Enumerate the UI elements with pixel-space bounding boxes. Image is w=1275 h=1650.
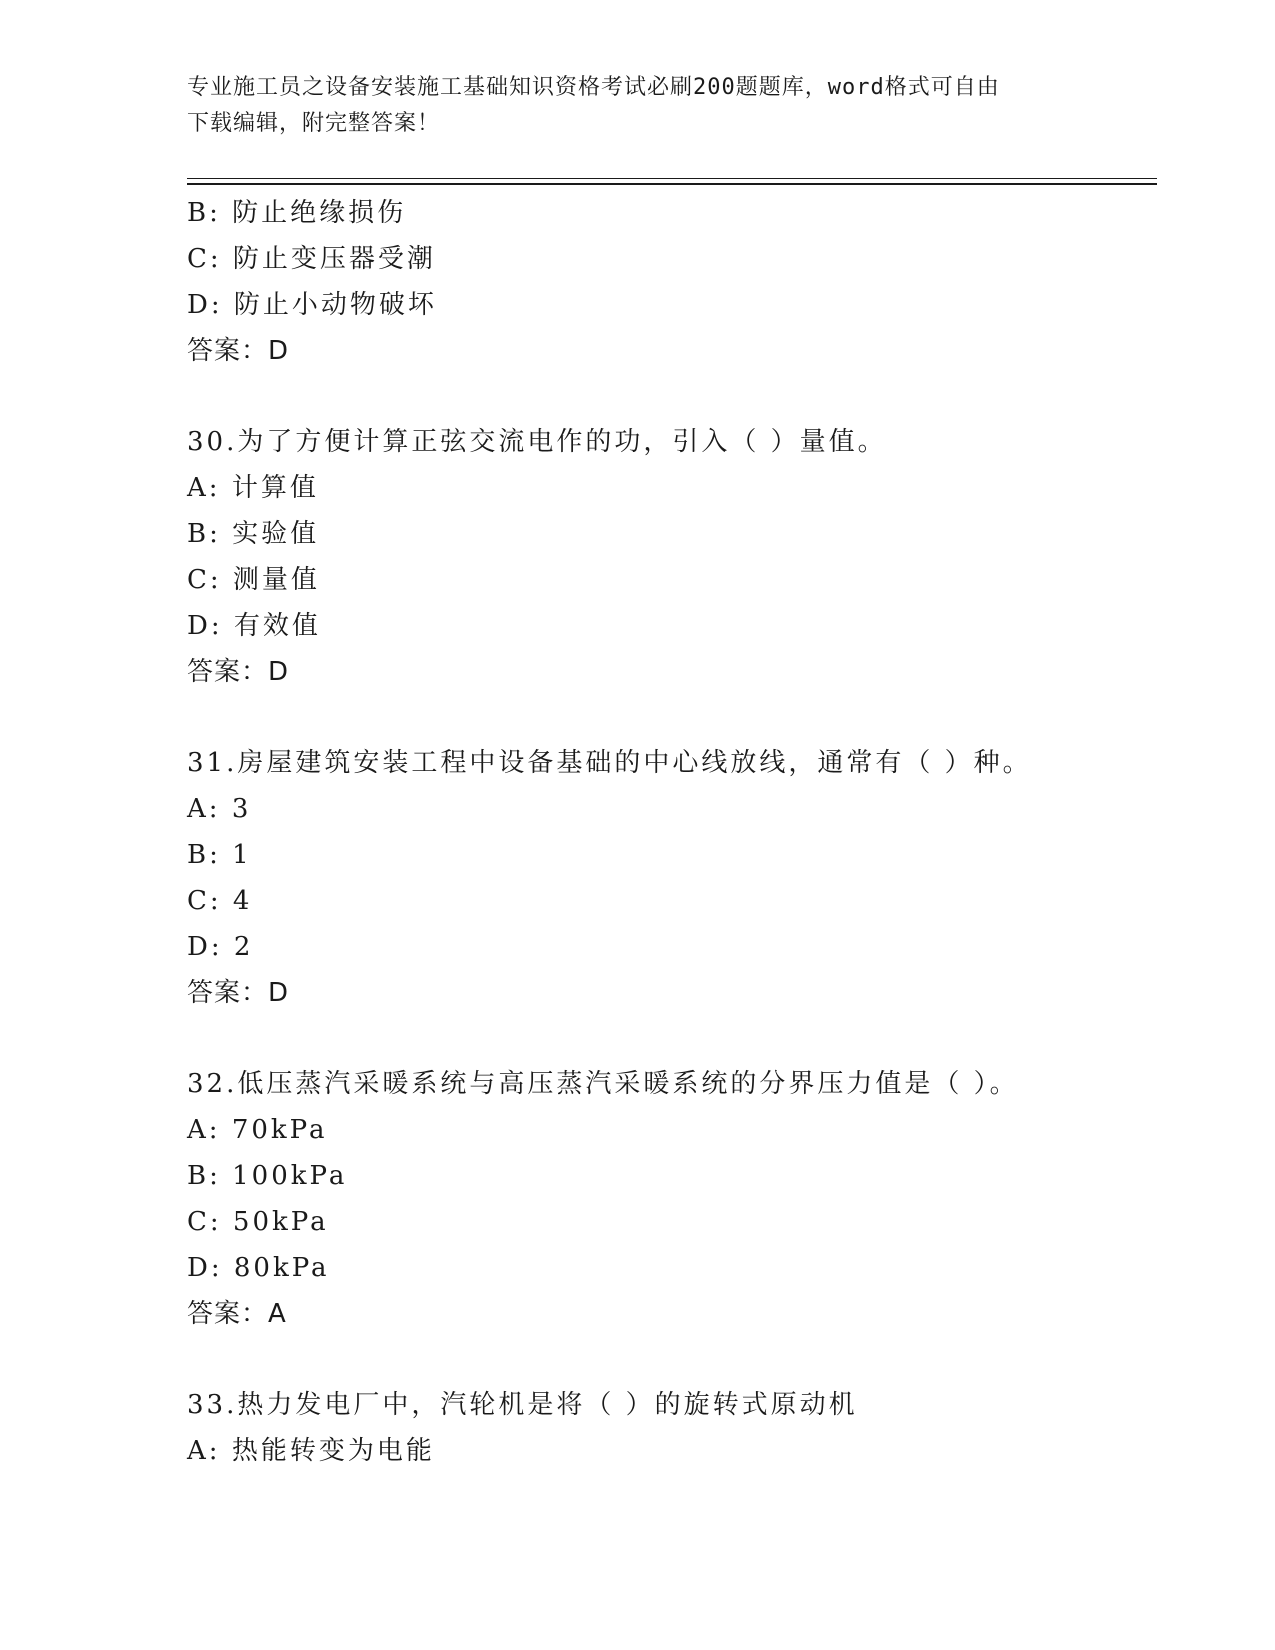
option-a <box>187 465 1187 511</box>
option-letter: A: <box>187 1436 221 1466</box>
answer-label: 答案： <box>187 657 269 687</box>
option-text: 计算值 <box>231 473 319 503</box>
option-text: 防止变压器受潮 <box>232 244 436 274</box>
option-text: 3 <box>231 794 252 824</box>
question-list <box>187 190 1187 1474</box>
option-c <box>187 878 1187 924</box>
question-number: 30. <box>187 427 238 457</box>
question-number: 33. <box>187 1390 238 1420</box>
option-letter: A: <box>187 794 221 824</box>
question-32 <box>187 1061 1187 1337</box>
option-text: 2 <box>233 932 254 962</box>
question-30 <box>187 419 1187 695</box>
option-text: 热能转变为电能 <box>231 1436 435 1466</box>
question-33 <box>187 1382 1187 1474</box>
option-b <box>187 190 1187 236</box>
option-d <box>187 924 1187 970</box>
option-letter: D: <box>187 290 223 320</box>
question-stem <box>187 740 1187 786</box>
answer-value: A <box>268 1299 287 1329</box>
question-text: 房屋建筑安装工程中设备基础的中心线放线，通常有（ ）种。 <box>237 748 1032 778</box>
header-line-1: 专业施工员之设备安装施工基础知识资格考试必刷200题题库，word格式可自由 <box>187 75 1000 100</box>
question-31 <box>187 740 1187 1016</box>
answer-value: D <box>268 336 290 366</box>
option-letter: B: <box>187 1161 221 1191</box>
option-text: 100kPa <box>232 1161 348 1191</box>
option-letter: B: <box>187 840 221 870</box>
option-text: 防止小动物破坏 <box>233 290 437 320</box>
answer-line <box>187 970 1187 1016</box>
header-divider-thick <box>187 183 1157 185</box>
option-b <box>187 832 1187 878</box>
answer-line <box>187 649 1187 695</box>
option-text: 实验值 <box>232 519 320 549</box>
option-d <box>187 1245 1187 1291</box>
option-letter: D: <box>187 611 223 641</box>
option-letter: D: <box>187 932 223 962</box>
question-stem <box>187 419 1187 465</box>
option-text: 70kPa <box>231 1115 328 1145</box>
answer-label: 答案： <box>187 978 269 1008</box>
answer-label: 答案： <box>187 336 269 366</box>
option-text: 50kPa <box>232 1207 329 1237</box>
option-text: 有效值 <box>233 611 321 641</box>
answer-value: D <box>268 657 290 687</box>
option-text: 防止绝缘损伤 <box>232 198 407 228</box>
question-number: 31. <box>187 748 238 778</box>
question-stem <box>187 1382 1187 1428</box>
option-text: 1 <box>232 840 252 870</box>
option-a <box>187 1428 1187 1474</box>
option-a <box>187 786 1187 832</box>
question-text: 为了方便计算正弦交流电作的功，引入（ ）量值。 <box>237 427 887 457</box>
option-text: 测量值 <box>232 565 320 595</box>
option-letter: B: <box>187 519 221 549</box>
option-letter: A: <box>187 1115 221 1145</box>
option-letter: C: <box>187 886 222 916</box>
option-text: 80kPa <box>233 1253 330 1283</box>
answer-label: 答案： <box>187 1299 269 1329</box>
header-divider-thin <box>187 178 1157 179</box>
question-stem <box>187 1061 1187 1107</box>
answer-value: D <box>268 978 290 1008</box>
option-d <box>187 603 1187 649</box>
option-letter: C: <box>187 565 222 595</box>
header-line-2: 下载编辑，附完整答案！ <box>187 111 441 136</box>
document-header <box>187 70 1087 142</box>
option-a <box>187 1107 1187 1153</box>
option-c <box>187 236 1187 282</box>
option-b <box>187 511 1187 557</box>
option-letter: A: <box>187 473 221 503</box>
option-text: 4 <box>232 886 253 916</box>
option-letter: C: <box>187 1207 222 1237</box>
option-letter: D: <box>187 1253 223 1283</box>
option-d <box>187 282 1187 328</box>
question-text: 低压蒸汽采暖系统与高压蒸汽采暖系统的分界压力值是（ ）。 <box>237 1069 1019 1099</box>
question-29-continuation <box>187 190 1187 374</box>
question-number: 32. <box>187 1069 238 1099</box>
option-b <box>187 1153 1187 1199</box>
answer-line <box>187 328 1187 374</box>
option-letter: C: <box>187 244 222 274</box>
question-text: 热力发电厂中，汽轮机是将（ ）的旋转式原动机 <box>237 1390 858 1420</box>
option-letter: B: <box>187 198 221 228</box>
option-c <box>187 1199 1187 1245</box>
answer-line <box>187 1291 1187 1337</box>
option-c <box>187 557 1187 603</box>
